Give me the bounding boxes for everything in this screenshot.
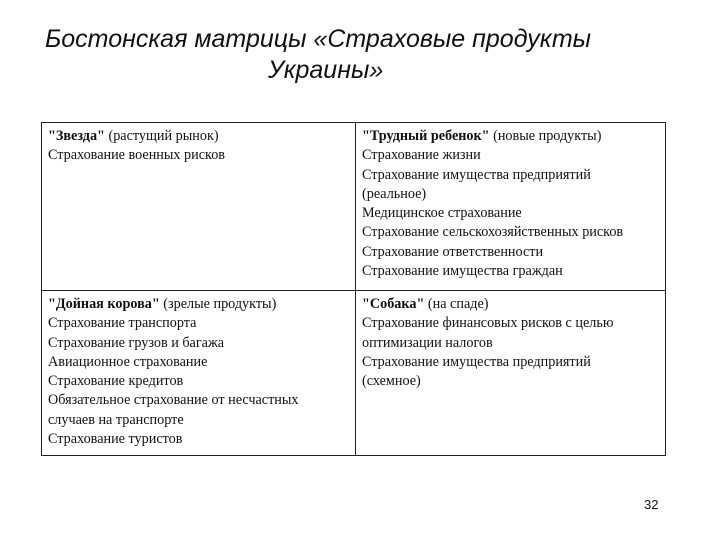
title-line-2: Украины» (268, 56, 384, 84)
product-item: Страхование имущества граждан (362, 263, 563, 280)
product-item: (реальное) (362, 185, 427, 202)
title-line-1: Бостонская матрицы «Страховые продукты (45, 25, 592, 53)
quadrant-name: "Собака" (362, 296, 425, 312)
product-item: Страхование ответственности (362, 243, 544, 260)
product-item: Страхование военных рисков (48, 147, 225, 164)
product-item: Страхование имущества предприятий (362, 166, 591, 183)
product-item: Страхование сельскохозяйственных рисков (362, 224, 624, 241)
product-item: (схемное) (362, 373, 421, 390)
bcg-matrix-table (41, 122, 666, 456)
product-item: Страхование жизни (362, 147, 481, 164)
product-item: Страхование финансовых рисков с целью (362, 315, 614, 332)
page-number: 32 (644, 497, 659, 512)
product-item: случаев на транспорте (48, 411, 184, 428)
product-item: Обязательное страхование от несчастных (48, 392, 299, 409)
product-item: Страхование туристов (48, 431, 183, 448)
quadrant-note: (зрелые продукты) (159, 296, 277, 312)
product-item: Авиационное страхование (48, 353, 208, 370)
cell-dog (356, 291, 666, 456)
quadrant-name: "Дойная корова" (48, 296, 160, 312)
quadrant-name: "Звезда" (48, 128, 105, 144)
cell-problem-child (356, 123, 666, 291)
quadrant-heading (48, 127, 349, 146)
product-item: Страхование имущества предприятий (362, 353, 591, 370)
cell-cash-cow (42, 291, 356, 456)
quadrant-note: (растущий рынок) (104, 128, 219, 144)
quadrant-heading (362, 295, 659, 314)
product-item: Страхование транспорта (48, 315, 197, 332)
product-item: оптимизации налогов (362, 334, 493, 351)
quadrant-note: (на спаде) (424, 296, 489, 312)
quadrant-name: "Трудный ребенок" (362, 128, 490, 144)
product-item: Страхование кредитов (48, 373, 184, 390)
quadrant-note: (новые продукты) (489, 128, 602, 144)
quadrant-heading (48, 295, 349, 314)
quadrant-heading (362, 127, 659, 146)
cell-star (42, 123, 356, 291)
product-item: Медицинское страхование (362, 205, 522, 222)
product-item: Страхование грузов и багажа (48, 334, 225, 351)
